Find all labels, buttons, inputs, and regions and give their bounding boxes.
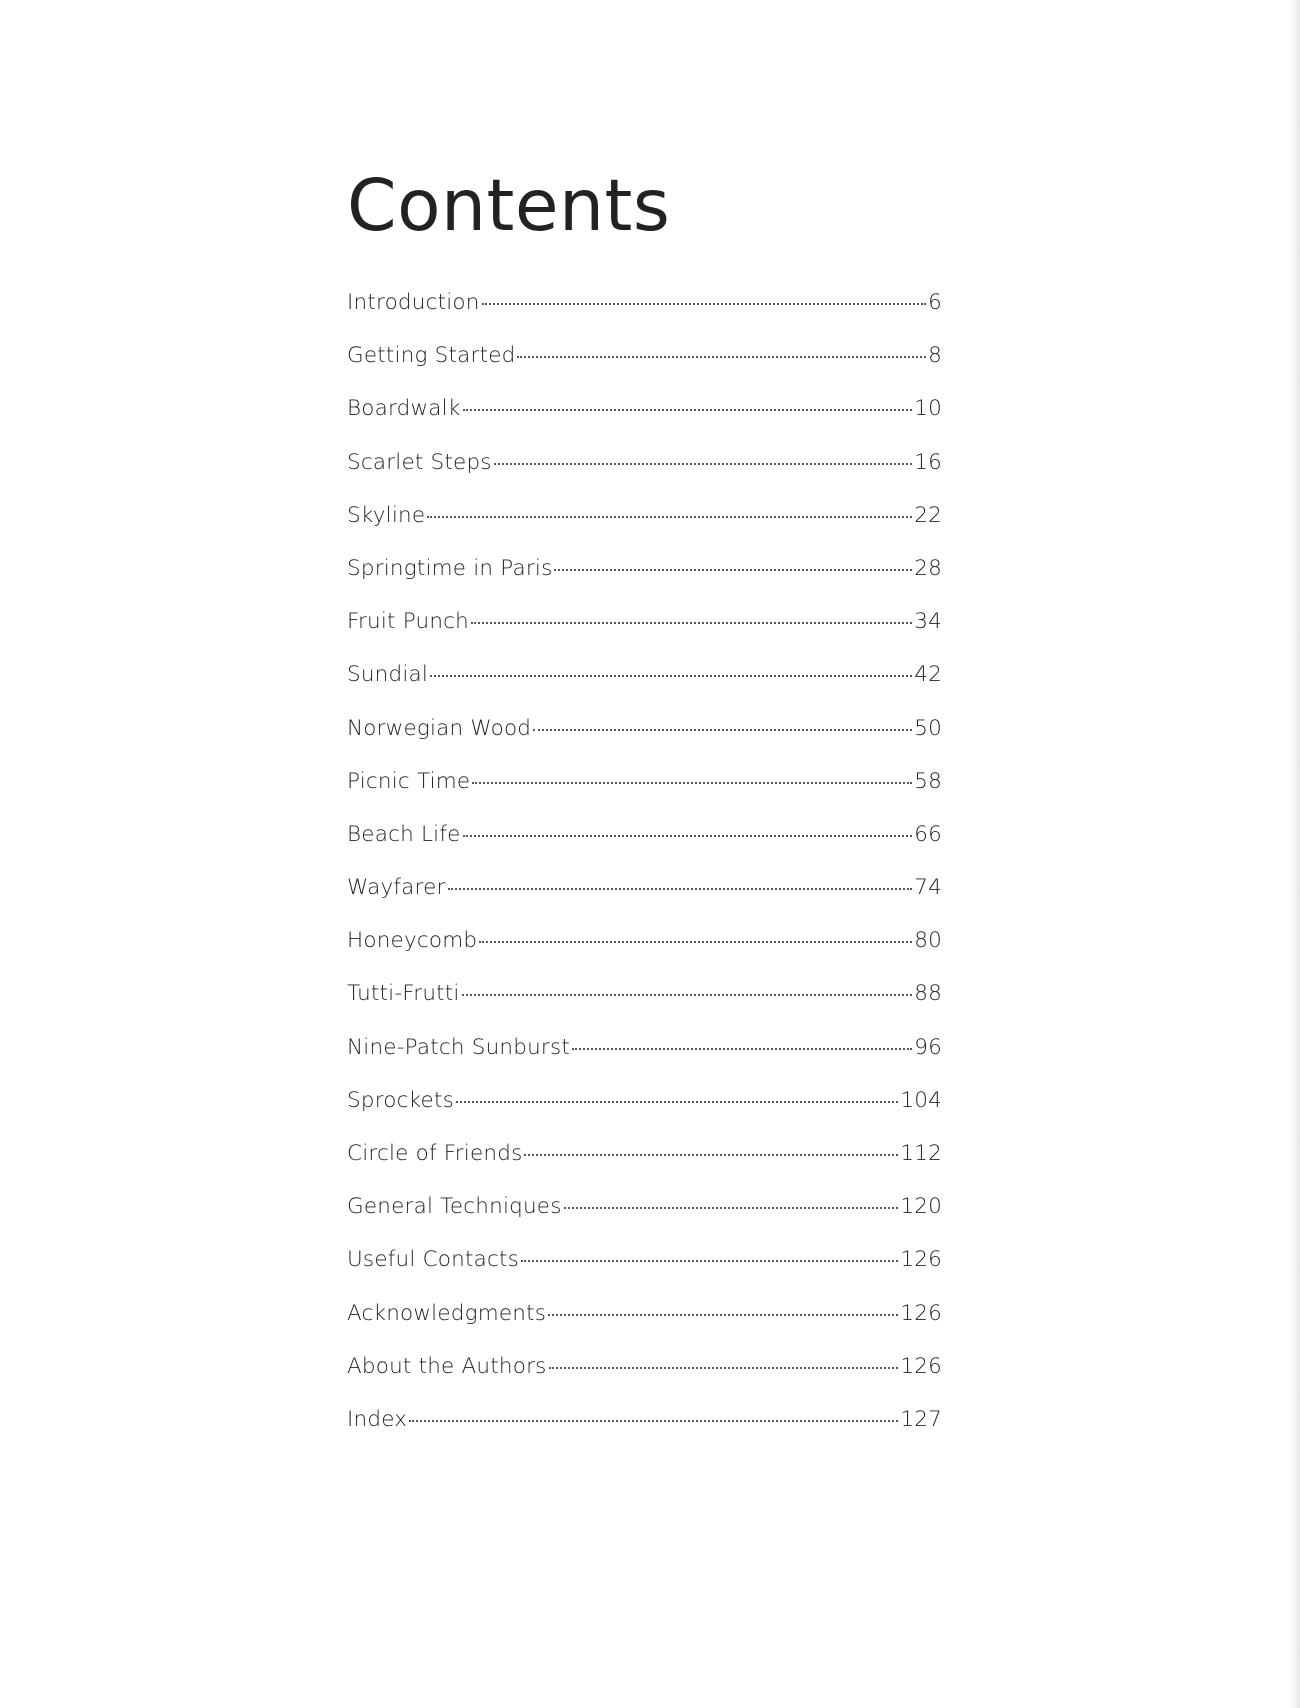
toc-entry-title: Fruit Punch — [347, 609, 469, 635]
toc-entry-page: 66 — [914, 821, 942, 847]
dot-leader — [456, 1101, 898, 1103]
table-of-contents — [347, 290, 942, 1460]
toc-entry-page: 34 — [914, 609, 942, 635]
toc-entry-page: 88 — [914, 981, 942, 1007]
toc-entry-title: Sundial — [347, 662, 429, 688]
dot-leader — [409, 1420, 898, 1422]
toc-entry — [347, 1194, 942, 1247]
toc-entry-page: 16 — [914, 449, 942, 475]
toc-entry-title: General Techniques — [347, 1194, 562, 1220]
toc-entry — [347, 769, 942, 822]
dot-leader — [472, 782, 912, 784]
toc-entry-page: 74 — [914, 875, 942, 901]
dot-leader — [427, 516, 912, 518]
toc-entry-page: 8 — [928, 343, 942, 369]
toc-entry — [347, 343, 942, 396]
toc-entry — [347, 981, 942, 1034]
toc-entry-page: 58 — [914, 768, 942, 794]
toc-entry — [347, 1301, 942, 1354]
toc-entry — [347, 1035, 942, 1088]
toc-entry — [347, 556, 942, 609]
toc-entry-title: Useful Contacts — [347, 1247, 520, 1273]
dot-leader — [482, 303, 927, 305]
toc-entry — [347, 396, 942, 449]
dot-leader — [564, 1207, 899, 1209]
toc-entry — [347, 928, 942, 981]
toc-entry-title: Springtime in Paris — [347, 555, 553, 581]
toc-entry-title: Boardwalk — [347, 396, 461, 422]
toc-entry-page: 42 — [914, 662, 942, 688]
toc-entry — [347, 875, 942, 928]
toc-entry-page: 28 — [914, 555, 942, 581]
dot-leader — [448, 888, 913, 890]
toc-entry-page: 50 — [914, 715, 942, 741]
toc-entry-title: Beach Life — [347, 821, 461, 847]
toc-entry — [347, 503, 942, 556]
dot-leader — [554, 569, 912, 571]
page-edge-shadow — [1288, 0, 1300, 1708]
page-title: Contents — [347, 164, 671, 247]
dot-leader — [494, 463, 913, 465]
toc-entry — [347, 450, 942, 503]
toc-entry-title: Norwegian Wood — [347, 715, 532, 741]
dot-leader — [549, 1367, 899, 1369]
toc-entry — [347, 609, 942, 662]
dot-leader — [548, 1314, 898, 1316]
toc-entry — [347, 1354, 942, 1407]
toc-entry — [347, 716, 942, 769]
toc-entry — [347, 1407, 942, 1460]
toc-entry-title: About the Authors — [347, 1353, 547, 1379]
toc-entry-title: Wayfarer — [347, 875, 446, 901]
toc-entry-title: Honeycomb — [347, 928, 478, 954]
dot-leader — [533, 729, 912, 731]
dot-leader — [479, 941, 912, 943]
dot-leader — [524, 1154, 898, 1156]
toc-entry-page: 96 — [914, 1034, 942, 1060]
toc-entry — [347, 662, 942, 715]
toc-entry — [347, 1247, 942, 1300]
toc-entry-title: Index — [347, 1406, 408, 1432]
toc-entry-page: 104 — [900, 1087, 942, 1113]
dot-leader — [463, 835, 913, 837]
dot-leader — [430, 675, 912, 677]
toc-entry-page: 10 — [914, 396, 942, 422]
toc-entry-title: Getting Started — [347, 343, 516, 369]
toc-entry-title: Skyline — [347, 502, 426, 528]
dot-leader — [471, 622, 912, 624]
toc-entry-page: 126 — [900, 1353, 942, 1379]
toc-entry-page: 80 — [914, 928, 942, 954]
toc-entry-title: Sprockets — [347, 1087, 454, 1113]
toc-entry-page: 6 — [928, 290, 942, 315]
toc-entry-page: 112 — [900, 1141, 942, 1166]
contents-section — [347, 164, 942, 1432]
toc-entry-page: 127 — [900, 1406, 942, 1432]
dot-leader — [517, 356, 926, 358]
toc-entry-title: Picnic Time — [347, 768, 471, 794]
dot-leader — [572, 1048, 912, 1050]
toc-entry-title: Acknowledgments — [347, 1300, 547, 1326]
dot-leader — [521, 1260, 898, 1262]
toc-entry-page: 120 — [900, 1194, 942, 1220]
toc-entry-page: 126 — [900, 1300, 942, 1326]
toc-entry-title: Scarlet Steps — [347, 449, 492, 475]
toc-entry — [347, 822, 942, 875]
toc-entry-title: Nine-Patch Sunburst — [347, 1034, 570, 1060]
toc-entry-page: 126 — [900, 1247, 942, 1273]
toc-entry — [347, 1141, 942, 1194]
toc-entry — [347, 290, 942, 343]
toc-entry-title: Tutti-Frutti — [347, 981, 460, 1007]
toc-entry-title: Introduction — [347, 290, 480, 315]
toc-entry-title: Circle of Friends — [347, 1141, 523, 1166]
toc-entry — [347, 1088, 942, 1141]
toc-entry-page: 22 — [914, 502, 942, 528]
dot-leader — [463, 409, 913, 411]
dot-leader — [462, 994, 913, 996]
